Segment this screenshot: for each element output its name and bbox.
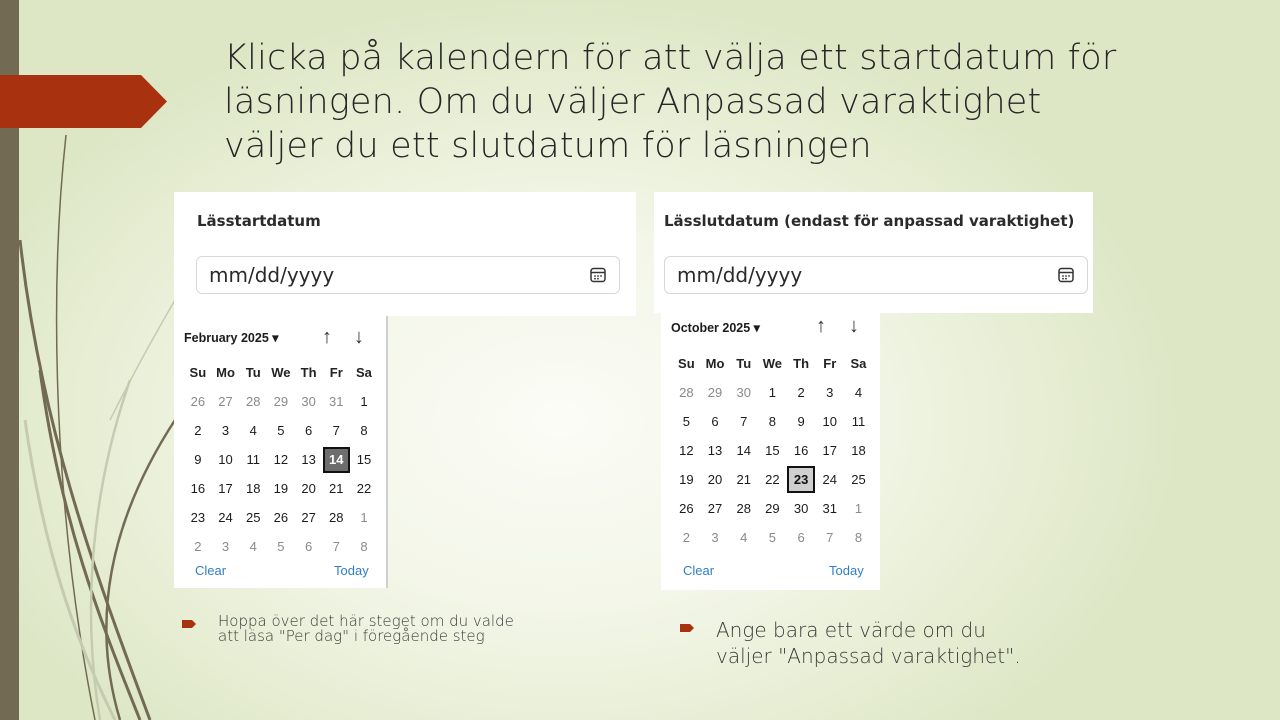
calendar-day[interactable]: 24 [822, 472, 838, 487]
calendar-day[interactable]: 7 [332, 539, 340, 554]
calendar-day[interactable]: 29 [707, 385, 723, 400]
weekday-header: Th [793, 356, 810, 371]
arrow-bullet-icon [680, 624, 694, 632]
calendar-day[interactable]: 28 [245, 394, 261, 409]
calendar-day[interactable]: 7 [332, 423, 340, 438]
weekday-header: Mo [705, 356, 725, 371]
calendar-day[interactable]: 12 [679, 443, 694, 458]
calendar-day[interactable]: 13 [301, 452, 316, 467]
today-button[interactable]: Today [829, 563, 864, 578]
calendar-day[interactable]: 23 [190, 510, 206, 525]
weekday-header: Su [678, 356, 695, 371]
calendar-day[interactable]: 5 [277, 539, 285, 554]
clear-button[interactable]: Clear [683, 563, 715, 578]
calendar-day[interactable]: 3 [221, 539, 230, 554]
weekday-header: We [271, 365, 291, 380]
bullet-text: Hoppa över det här steget om du valde [218, 612, 514, 630]
start-calendar-grid [184, 358, 378, 561]
calendar-day[interactable]: 17 [822, 443, 838, 458]
calendar-day[interactable]: 8 [360, 423, 368, 438]
calendar-day[interactable]: 2 [797, 385, 805, 400]
calendar-day[interactable]: 6 [304, 423, 313, 438]
start-calendar-popup [174, 316, 388, 588]
end-calendar-grid [672, 349, 873, 552]
calendar-day[interactable]: 30 [736, 385, 751, 400]
next-month-arrow-icon[interactable]: ↓ [354, 326, 364, 348]
bullet-text: Ange bara ett värde om du [716, 618, 986, 642]
calendar-day[interactable]: 6 [797, 530, 805, 545]
bullet-right [680, 617, 1021, 669]
weekday-header: Fr [823, 356, 837, 371]
calendar-day[interactable]: 22 [765, 472, 780, 487]
calendar-day[interactable]: 29 [765, 501, 780, 516]
calendar-day[interactable]: 28 [736, 501, 751, 516]
calendar-day[interactable]: 2 [682, 530, 690, 545]
weekday-header: Mo [216, 365, 235, 380]
calendar-day[interactable]: 3 [711, 530, 719, 545]
calendar-day[interactable]: 26 [273, 510, 289, 525]
start-date-panel [174, 192, 636, 316]
calendar-day[interactable]: 27 [707, 501, 723, 516]
calendar-icon[interactable] [1057, 266, 1075, 284]
calendar-day[interactable]: 31 [822, 501, 838, 516]
weekday-header: Tu [736, 356, 752, 371]
calendar-day-selected[interactable]: 23 [787, 465, 816, 494]
calendar-day[interactable]: 1 [360, 394, 368, 409]
calendar-day[interactable]: 19 [273, 481, 289, 496]
bullet-text: att läsa "Per dag" i föregående steg [218, 627, 485, 645]
calendar-day[interactable]: 29 [273, 394, 289, 409]
calendar-day[interactable]: 1 [360, 510, 368, 525]
calendar-day[interactable]: 18 [851, 443, 866, 458]
calendar-day[interactable]: 4 [854, 385, 863, 400]
calendar-day[interactable]: 27 [301, 510, 316, 525]
calendar-day[interactable]: 28 [679, 385, 694, 400]
calendar-day[interactable]: 13 [707, 443, 723, 458]
end-date-input[interactable] [664, 256, 1088, 294]
calendar-day[interactable]: 26 [190, 394, 206, 409]
clear-button[interactable]: Clear [195, 563, 227, 578]
calendar-day[interactable]: 24 [218, 510, 233, 525]
calendar-day[interactable]: 7 [826, 530, 834, 545]
calendar-day[interactable]: 5 [768, 530, 777, 545]
weekday-header: Tu [245, 365, 261, 380]
bullet-left [182, 614, 514, 644]
calendar-day[interactable]: 5 [277, 423, 285, 438]
month-year-dropdown[interactable]: February 2025 ▾ [184, 331, 279, 345]
calendar-icon[interactable] [589, 266, 607, 284]
calendar-day[interactable]: 14 [736, 443, 751, 458]
calendar-day[interactable]: 5 [682, 414, 690, 429]
arrow-bullet-icon [182, 620, 196, 628]
next-month-arrow-icon[interactable]: ↓ [849, 315, 859, 337]
calendar-day[interactable]: 16 [190, 481, 206, 496]
calendar-day[interactable]: 4 [249, 423, 257, 438]
calendar-day[interactable]: 6 [304, 539, 313, 554]
calendar-day[interactable]: 8 [768, 414, 777, 429]
calendar-day[interactable]: 10 [822, 414, 838, 429]
end-calendar-popup [661, 313, 880, 590]
prev-month-arrow-icon[interactable]: ↑ [816, 315, 826, 337]
calendar-day[interactable]: 21 [329, 481, 344, 496]
calendar-day[interactable]: 18 [245, 481, 261, 496]
start-date-input[interactable] [196, 256, 620, 294]
calendar-day[interactable]: 2 [194, 539, 202, 554]
calendar-day[interactable]: 12 [273, 452, 289, 467]
calendar-day[interactable]: 30 [301, 394, 316, 409]
calendar-day[interactable]: 27 [218, 394, 233, 409]
calendar-day[interactable]: 21 [736, 472, 751, 487]
end-date-placeholder: mm/dd/yyyy [677, 263, 803, 287]
arrow-flag-decor [0, 75, 167, 128]
calendar-day[interactable]: 11 [851, 414, 866, 429]
calendar-day[interactable]: 3 [826, 385, 834, 400]
weekday-header: Sa [850, 356, 867, 371]
prev-month-arrow-icon[interactable]: ↑ [322, 326, 332, 348]
start-date-placeholder: mm/dd/yyyy [209, 263, 335, 287]
today-button[interactable]: Today [334, 563, 369, 578]
calendar-day[interactable]: 1 [768, 385, 777, 400]
calendar-day[interactable]: 22 [356, 481, 372, 496]
calendar-day[interactable]: 25 [245, 510, 261, 525]
start-date-label: Lässtartdatum [197, 212, 321, 230]
calendar-day-selected[interactable]: 14 [322, 445, 350, 474]
calendar-day[interactable]: 7 [740, 414, 748, 429]
calendar-day[interactable]: 19 [679, 472, 694, 487]
weekday-header: Th [300, 365, 317, 380]
calendar-day[interactable]: 20 [301, 481, 316, 496]
calendar-day[interactable]: 10 [218, 452, 233, 467]
weekday-header: Sa [356, 365, 372, 380]
title-line: läsningen. Om du väljer Anpassad varaktighet [224, 82, 1042, 122]
title-line: Klicka på kalendern för att välja ett startdatum för [224, 38, 1117, 78]
calendar-day[interactable]: 9 [194, 452, 202, 467]
calendar-day[interactable]: 8 [360, 539, 368, 554]
calendar-day[interactable]: 16 [793, 443, 809, 458]
calendar-day[interactable]: 4 [740, 530, 748, 545]
weekday-header: Su [189, 365, 207, 380]
calendar-day[interactable]: 11 [246, 452, 260, 467]
calendar-day[interactable]: 31 [329, 394, 344, 409]
bullet-text: väljer "Anpassad varaktighet". [716, 644, 1021, 668]
title-line: väljer du ett slutdatum för läsningen [224, 126, 872, 166]
calendar-day[interactable]: 9 [797, 414, 805, 429]
calendar-day[interactable]: 20 [707, 472, 723, 487]
calendar-day[interactable]: 6 [711, 414, 719, 429]
calendar-day[interactable]: 4 [249, 539, 257, 554]
calendar-day[interactable]: 15 [765, 443, 780, 458]
calendar-day[interactable]: 26 [679, 501, 694, 516]
calendar-day[interactable]: 15 [356, 452, 372, 467]
calendar-day[interactable]: 17 [218, 481, 233, 496]
end-date-panel [654, 192, 1093, 313]
calendar-day[interactable]: 30 [793, 501, 809, 516]
calendar-day[interactable]: 3 [221, 423, 230, 438]
calendar-day[interactable]: 1 [854, 501, 863, 516]
weekday-header: We [762, 356, 783, 371]
month-year-dropdown[interactable]: October 2025 ▾ [671, 321, 760, 335]
calendar-day[interactable]: 28 [329, 510, 344, 525]
calendar-day[interactable]: 2 [194, 423, 202, 438]
slide-title [224, 36, 1184, 168]
weekday-header: Fr [329, 365, 343, 380]
calendar-day[interactable]: 8 [854, 530, 863, 545]
end-date-label: Lässlutdatum (endast för anpassad varaktighet) [664, 212, 1075, 230]
calendar-day[interactable]: 25 [851, 472, 866, 487]
